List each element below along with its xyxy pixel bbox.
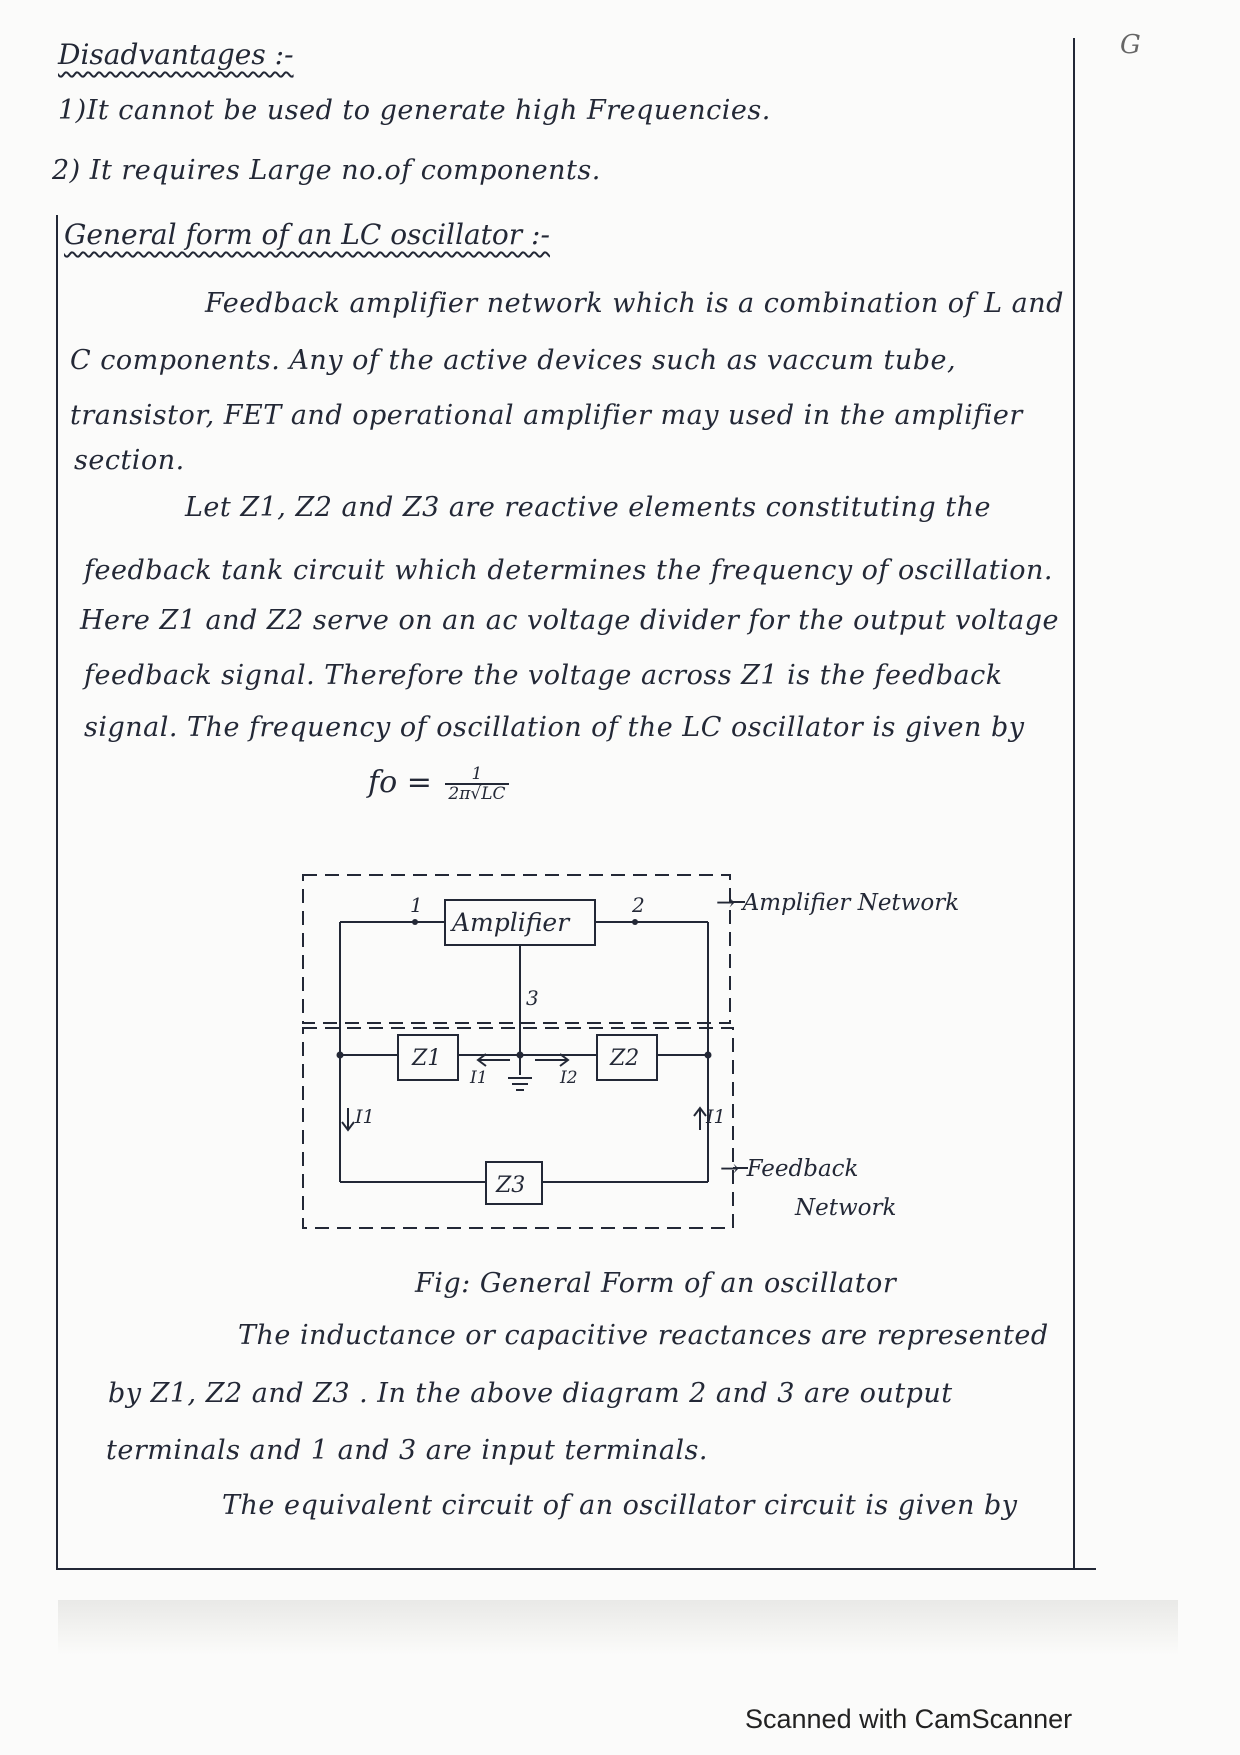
current-i1-right-label: I1 — [706, 1106, 726, 1128]
terminal-3-label: 3 — [526, 986, 539, 1010]
para3-line-1: The inductance or capacitive reactances are represented — [238, 1320, 1049, 1351]
amplifier-label: Amplifier — [452, 908, 570, 937]
general-form-heading: General form of an LC oscillator :- — [64, 218, 550, 251]
feedback-network-label-2: Network — [795, 1195, 897, 1221]
bottom-rule — [56, 1568, 1096, 1570]
right-margin-line — [1073, 38, 1075, 1568]
z3-label: Z3 — [496, 1173, 526, 1198]
z2-label: Z2 — [610, 1046, 640, 1071]
current-i2-label: I2 — [560, 1068, 578, 1088]
formula-lhs: fo = — [368, 765, 432, 800]
terminal-1-label: 1 — [410, 893, 423, 917]
z1-label: Z1 — [412, 1046, 442, 1071]
disadvantage-item-1: 1)It cannot be used to generate high Frequencies. — [58, 95, 771, 126]
scan-shadow — [58, 1600, 1178, 1655]
frequency-formula — [368, 765, 509, 803]
feedback-network-label-1: → Feedback — [720, 1156, 859, 1182]
disadvantages-heading: Disadvantages :- — [58, 38, 294, 71]
para4-line-1: The equivalent circuit of an oscillator circuit is given by — [222, 1490, 1018, 1521]
formula-denominator: 2π√LC — [448, 784, 506, 804]
para1-line-1: Feedback amplifier network which is a combination of L and — [205, 288, 1064, 319]
camscanner-watermark: Scanned with CamScanner — [745, 1704, 1073, 1734]
page-marker: G — [1120, 30, 1141, 60]
disadvantage-item-2: 2) It requires Large no.of components. — [52, 155, 601, 186]
terminal-2-label: 2 — [632, 893, 645, 917]
para2-line-1: Let Z1, Z2 and Z3 are reactive elements constituting the — [185, 492, 991, 523]
z2-box — [597, 1035, 657, 1080]
para1-line-3: transistor, FET and operational amplifier may used in the amplifier — [70, 400, 1023, 431]
z3-box — [486, 1162, 542, 1204]
para2-line-4: feedback signal. Therefore the voltage across Z1 is the feedback — [84, 660, 1003, 691]
para1-line-2: C components. Any of the active devices such as vaccum tube, — [70, 345, 957, 376]
z1-box — [398, 1035, 458, 1080]
para1-line-4: section. — [74, 445, 185, 476]
para2-line-2: feedback tank circuit which determines the frequency of oscillation. — [84, 555, 1053, 586]
formula-numerator: 1 — [445, 765, 508, 785]
para3-line-2: by Z1, Z2 and Z3 . In the above diagram 2 and 3 are output — [108, 1378, 953, 1409]
figure-caption: Fig: General Form of an oscillator — [415, 1268, 897, 1299]
left-margin-line — [56, 215, 58, 1570]
amplifier-network-box — [303, 875, 730, 1023]
para3-line-3: terminals and 1 and 3 are input terminals. — [106, 1435, 708, 1466]
formula-fraction — [445, 765, 508, 803]
feedback-network-box — [303, 1028, 733, 1228]
amplifier-block — [445, 900, 595, 945]
para2-line-5: signal. The frequency of oscillation of the LC oscillator is given by — [84, 712, 1025, 743]
current-i1-mid-label: I1 — [470, 1068, 488, 1088]
current-i1-left-label: I1 — [355, 1106, 375, 1128]
amplifier-network-label: → Amplifier Network — [716, 890, 960, 916]
para2-line-3: Here Z1 and Z2 serve on an ac voltage divider for the output voltage — [80, 605, 1060, 636]
